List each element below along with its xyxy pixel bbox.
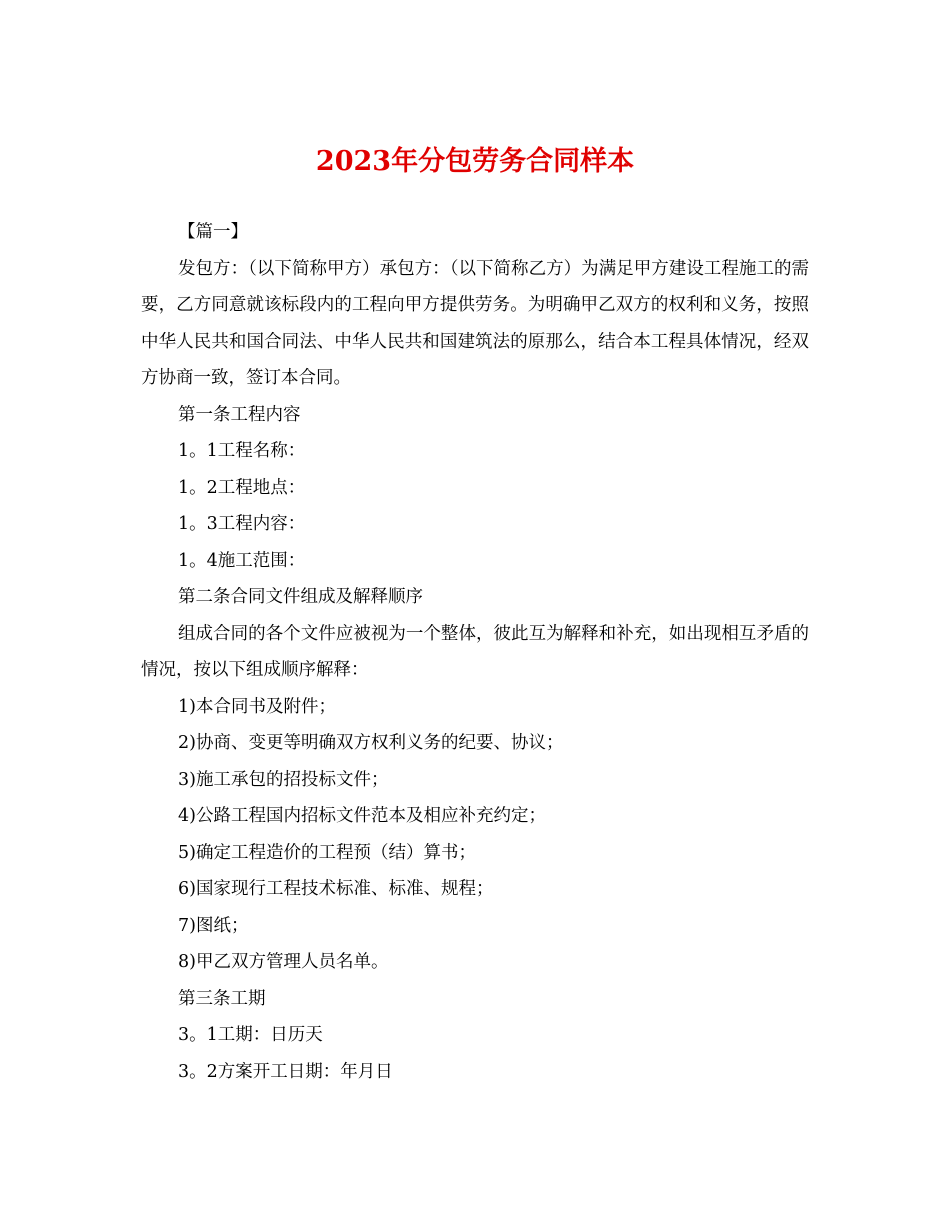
document-title: 2023年分包劳务合同样本: [315, 146, 635, 177]
clause-item: 1。3工程内容：: [178, 514, 306, 534]
list-item: 3)施工承包的招投标文件；: [178, 769, 389, 790]
list-item: 2)协商、变更等明确双方权利义务的纪要、协议；: [178, 733, 564, 753]
list-item: 1)本合同书及附件；: [178, 696, 336, 717]
clause-item: 1。4施工范围：: [178, 550, 306, 571]
section-label: 【篇一】: [178, 222, 248, 242]
list-item: 6)国家现行工程技术标准、标准、规程；: [178, 879, 494, 899]
article-heading: 第一条工程内容: [178, 404, 301, 425]
document-body: [141, 214, 809, 1090]
preamble-paragraph: 发包方：（以下简称甲方）承包方：（以下简称乙方）为满足甲方建设工程施工的需要，乙方同意就该标段内的工程向甲方提供劳务。为明确甲乙双方的权利和义务，按照中华人民共和国合同法、中华人民共和国建筑法的原那么，结合本工程具体情况，经双方协商一致，签订本合同。: [141, 258, 809, 388]
list-item: 7)图纸；: [178, 915, 249, 936]
clause-item: 3。1工期：日历天: [178, 1025, 323, 1045]
list-item: 5)确定工程造价的工程预（结）算书；: [178, 842, 476, 863]
clause-item: 1。2工程地点：: [178, 477, 306, 498]
list-item: 4)公路工程国内招标文件范本及相应补充约定；: [178, 806, 546, 826]
article-heading: 第二条合同文件组成及解释顺序: [178, 587, 423, 607]
body-paragraph: 组成合同的各个文件应被视为一个整体，彼此互为解释和补充，如出现相互矛盾的情况，按以下组成顺序解释：: [141, 623, 809, 680]
clause-item: 3。2方案开工日期：年月日: [178, 1061, 393, 1082]
list-item: 8)甲乙双方管理人员名单。: [178, 952, 389, 972]
clause-item: 1。1工程名称：: [178, 441, 306, 461]
article-heading: 第三条工期: [178, 988, 266, 1009]
